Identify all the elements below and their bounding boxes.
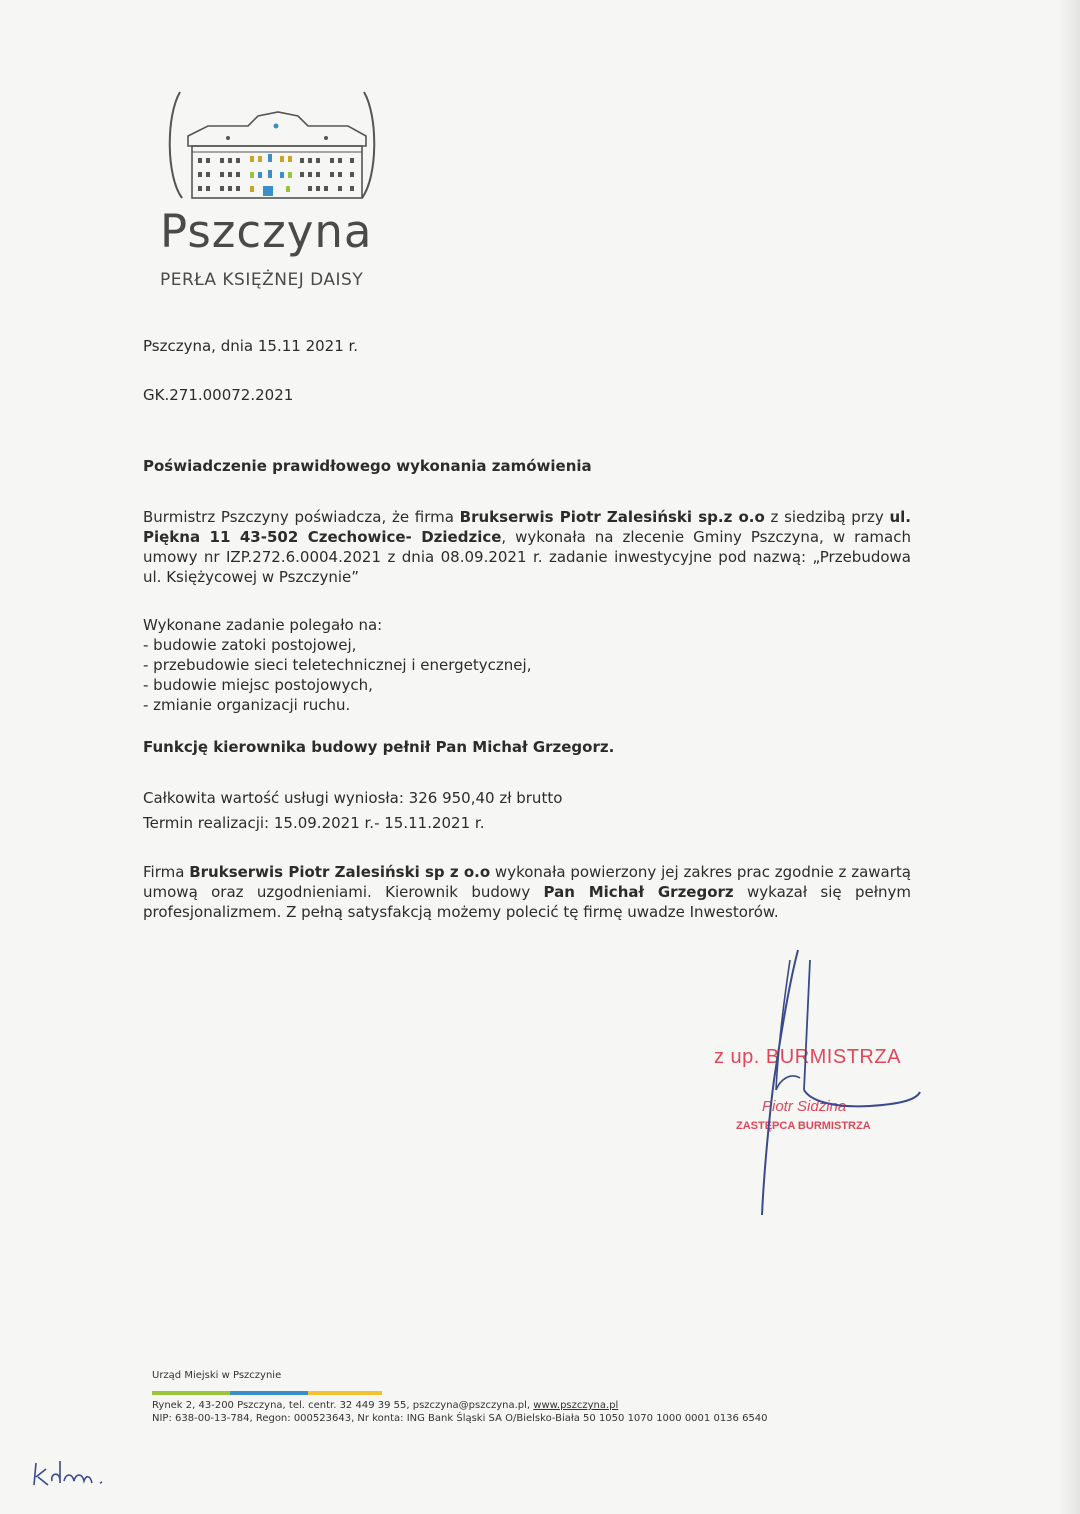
para2-text-1: Firma — [143, 863, 190, 881]
contract-value-line: Całkowita wartość usługi wyniosła: 326 950,40 zł brutto — [143, 789, 563, 807]
stamp-authorization: z up. BURMISTRZA — [714, 1046, 901, 1068]
footer-address-line — [152, 1400, 618, 1411]
scope-section — [143, 615, 911, 715]
footer-color-bar — [152, 1391, 382, 1395]
scope-list — [143, 635, 911, 715]
company-address: ul. Piękna 11 43-502 Czechowice- Dziedzice — [143, 508, 911, 546]
para1-text-3: , wykonała na zlecenie Gminy Pszczyna, w ramach umowy nr IZP.272.6.0004.2021 z dnia 08.09.2021 r. zadanie inwestycyjne pod nazwą: „Przebudowa ul. Księżycowej w Pszczynie” — [143, 528, 911, 586]
list-item: - budowie zatoki postojowej, — [143, 636, 357, 654]
footer-office-name: Urząd Miejski w Pszczynie — [152, 1370, 282, 1381]
footer-bar-green — [152, 1391, 230, 1395]
para2-text-2: wykonała powierzony jej zakres prac zgodnie z zawartą umową oraz uzgodnieniami. Kierownik budowy — [143, 863, 911, 901]
handwritten-signature — [750, 940, 930, 1230]
footer-bar-blue — [230, 1391, 308, 1395]
list-item: - zmianie organizacji ruchu. — [143, 696, 351, 714]
logo-motto: PERŁA KSIĘŻNEJ DAISY — [160, 270, 364, 290]
site-manager-name: Pan Michał Grzegorz — [543, 883, 734, 901]
scan-edge-shadow — [1058, 0, 1080, 1514]
logo-town-name: Pszczyna — [160, 205, 373, 258]
completion-term-line: Termin realizacji: 15.09.2021 r.- 15.11.2021 r. — [143, 814, 485, 832]
letter-subject: Poświadczenie prawidłowego wykonania zamówienia — [143, 457, 592, 475]
stamp-signatory-name: Piotr Sidzina — [762, 1098, 847, 1115]
footer-bar-yellow — [308, 1391, 382, 1395]
pszczyna-castle-logo — [158, 86, 388, 296]
list-item: - budowie miejsc postojowych, — [143, 676, 373, 694]
paragraph-recommendation — [143, 862, 911, 922]
para2-text-3: wykazał się pełnym profesjonalizmem. Z pełną satysfakcją możemy polecić tę firmę uwadze Inwestorów. — [143, 883, 911, 921]
handwritten-initials — [30, 1455, 120, 1490]
stamp-signatory-title: ZASTĘPCA BURMISTRZA — [736, 1120, 871, 1132]
para1-text-1: Burmistrz Pszczyny poświadcza, że firma — [143, 508, 460, 526]
site-manager-line: Funkcję kierownika budowy pełnił Pan Michał Grzegorz. — [143, 738, 615, 756]
footer-address: Rynek 2, 43-200 Pszczyna, tel. centr. 32 449 39 55, pszczyna@pszczyna.pl, — [152, 1400, 534, 1411]
para1-text-2: z siedzibą przy — [764, 508, 890, 526]
scope-intro: Wykonane zadanie polegało na: — [143, 616, 383, 634]
footer-registry-line: NIP: 638-00-13-784, Regon: 000523643, Nr konta: ING Bank Śląski SA O/Bielsko-Biała 50 1050 1070 1000 0001 0136 6540 — [152, 1413, 768, 1424]
company-name: Brukserwis Piotr Zalesiński sp z o.o — [189, 863, 491, 881]
company-name: Brukserwis Piotr Zalesiński sp.z o.o — [459, 508, 765, 526]
list-item: - przebudowie sieci teletechnicznej i energetycznej, — [143, 656, 532, 674]
date-line: Pszczyna, dnia 15.11 2021 r. — [143, 337, 359, 355]
reference-number: GK.271.00072.2021 — [143, 386, 294, 404]
footer-website-link[interactable]: www.pszczyna.pl — [533, 1400, 619, 1411]
paragraph-certification — [143, 507, 911, 587]
